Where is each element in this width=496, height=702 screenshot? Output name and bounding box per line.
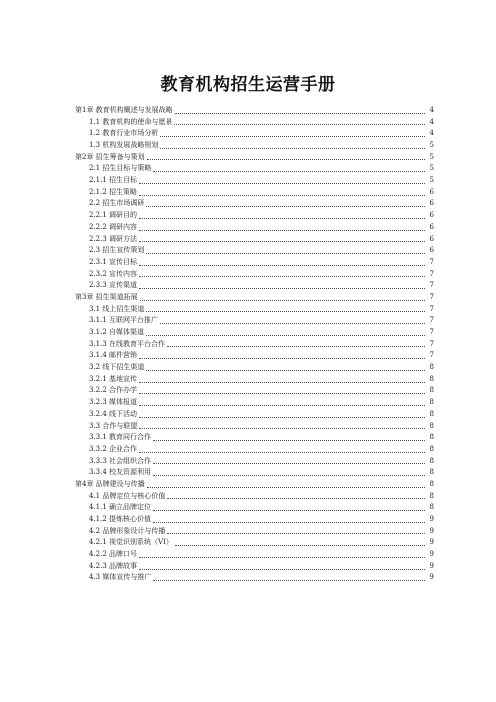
toc-dot-leader	[153, 440, 425, 441]
toc-entry-title: 2.2.1 调研目的	[89, 211, 138, 220]
toc-entry[interactable]	[75, 140, 434, 152]
toc-entry-page-number: 5	[429, 141, 434, 150]
toc-dot-leader	[139, 183, 425, 184]
toc-dot-leader	[139, 569, 425, 570]
toc-entry-page-number: 8	[429, 374, 434, 383]
toc-entry[interactable]	[75, 269, 434, 281]
toc-entry-title: 第2章 招生筹备与策划	[75, 152, 145, 161]
toc-entry-title: 1.3 机构发展战略规划	[89, 141, 159, 150]
toc-entry-title: 3.1 线上招生渠道	[89, 304, 145, 313]
toc-entry-title: 3.3.2 企业合作	[89, 444, 138, 453]
toc-entry[interactable]	[75, 117, 434, 129]
toc-entry[interactable]	[75, 409, 434, 421]
toc-dot-leader	[174, 124, 425, 125]
toc-entry-page-number: 8	[429, 444, 434, 453]
toc-entry-page-number: 6	[429, 199, 434, 208]
toc-entry[interactable]	[75, 456, 434, 468]
toc-dot-leader	[139, 241, 425, 242]
toc-entry-page-number: 8	[429, 479, 434, 488]
toc-entry-title: 2.1.1 招生目标	[89, 176, 138, 185]
toc-dot-leader	[139, 417, 425, 418]
toc-dot-leader	[139, 452, 425, 453]
toc-entry-title: 3.2 线下招生渠道	[89, 363, 145, 372]
toc-entry[interactable]	[75, 105, 434, 117]
toc-dot-leader	[146, 253, 425, 254]
toc-entry-page-number: 6	[429, 211, 434, 220]
toc-entry-page-number: 8	[429, 386, 434, 395]
toc-entry[interactable]	[75, 199, 434, 211]
toc-entry-page-number: 5	[429, 176, 434, 185]
toc-entry[interactable]	[75, 502, 434, 514]
toc-entry[interactable]	[75, 374, 434, 386]
toc-entry-page-number: 4	[429, 105, 434, 114]
toc-entry-page-number: 6	[429, 222, 434, 231]
toc-entry-page-number: 8	[429, 398, 434, 407]
toc-entry[interactable]	[75, 549, 434, 561]
toc-dot-leader	[146, 206, 425, 207]
toc-entry[interactable]	[75, 386, 434, 398]
toc-entry[interactable]	[75, 526, 434, 538]
toc-entry-page-number: 9	[429, 515, 434, 524]
toc-entry[interactable]	[75, 491, 434, 503]
toc-entry[interactable]	[75, 397, 434, 409]
toc-entry[interactable]	[75, 152, 434, 164]
toc-entry[interactable]	[75, 128, 434, 140]
toc-entry-title: 3.3.3 社会组织合作	[89, 456, 152, 465]
toc-entry-page-number: 8	[429, 363, 434, 372]
toc-entry-title: 4.2.1 视觉识别系统（VI）	[89, 538, 173, 547]
toc-entry-page-number: 7	[429, 281, 434, 290]
toc-entry-page-number: 7	[429, 339, 434, 348]
toc-dot-leader	[139, 230, 425, 231]
toc-entry[interactable]	[75, 573, 434, 585]
toc-entry-title: 3.3.1 教育同行合作	[89, 433, 152, 442]
toc-entry-page-number: 4	[429, 129, 434, 138]
toc-entry-title: 4.1.2 提炼核心价值	[89, 515, 152, 524]
toc-entry-title: 3.2.3 媒体报道	[89, 398, 138, 407]
toc-entry-title: 4.2.3 品牌故事	[89, 561, 138, 570]
toc-dot-leader	[139, 195, 425, 196]
toc-dot-leader	[153, 510, 425, 511]
toc-entry[interactable]	[75, 432, 434, 444]
toc-entry-page-number: 9	[429, 538, 434, 547]
toc-entry[interactable]	[75, 234, 434, 246]
toc-dot-leader	[153, 580, 425, 581]
toc-dot-leader	[139, 557, 425, 558]
toc-entry[interactable]	[75, 467, 434, 479]
toc-entry[interactable]	[75, 245, 434, 257]
toc-entry[interactable]	[75, 537, 434, 549]
toc-dot-leader	[139, 218, 425, 219]
toc-entry-title: 第1章 教育机构概述与发展战略	[75, 105, 173, 114]
toc-entry-title: 3.2.1 基地宣传	[89, 374, 138, 383]
toc-entry-page-number: 7	[429, 269, 434, 278]
toc-entry-title: 2.2.3 调研方法	[89, 234, 138, 243]
toc-entry[interactable]	[75, 362, 434, 374]
toc-dot-leader	[167, 346, 425, 347]
toc-entry-title: 3.3.4 校友资源利用	[89, 468, 152, 477]
toc-entry-page-number: 8	[429, 503, 434, 512]
toc-entry-title: 4.3 媒体宣传与推广	[89, 573, 152, 582]
toc-entry-title: 4.2.2 品牌口号	[89, 550, 138, 559]
toc-entry-page-number: 9	[429, 550, 434, 559]
toc-entry-page-number: 7	[429, 292, 434, 301]
toc-entry-page-number: 6	[429, 187, 434, 196]
toc-entry-title: 2.2.2 调研内容	[89, 222, 138, 231]
toc-entry[interactable]	[75, 514, 434, 526]
toc-entry-title: 2.3.1 宣传目标	[89, 257, 138, 266]
toc-entry[interactable]	[75, 292, 434, 304]
toc-entry[interactable]	[75, 175, 434, 187]
toc-entry-page-number: 6	[429, 234, 434, 243]
toc-entry-page-number: 4	[429, 117, 434, 126]
toc-entry-title: 3.2.4 线下活动	[89, 409, 138, 418]
toc-entry[interactable]	[75, 257, 434, 269]
toc-dot-leader	[139, 358, 425, 359]
toc-dot-leader	[139, 393, 425, 394]
toc-entry-title: 2.3 招生宣传策划	[89, 246, 145, 255]
toc-entry-page-number: 7	[429, 257, 434, 266]
toc-dot-leader	[153, 475, 425, 476]
toc-entry-title: 2.3.3 宣传渠道	[89, 281, 138, 290]
table-of-contents	[75, 105, 434, 584]
toc-dot-leader	[153, 171, 425, 172]
toc-entry[interactable]	[75, 350, 434, 362]
toc-entry[interactable]	[75, 479, 434, 491]
toc-dot-leader	[147, 159, 425, 160]
toc-entry-page-number: 8	[429, 409, 434, 418]
toc-entry-page-number: 9	[429, 526, 434, 535]
toc-entry[interactable]	[75, 163, 434, 175]
toc-dot-leader	[146, 311, 425, 312]
toc-dot-leader	[175, 545, 425, 546]
toc-entry-title: 4.2 品牌形象设计与传播	[89, 526, 166, 535]
toc-entry-page-number: 8	[429, 468, 434, 477]
toc-entry-page-number: 5	[429, 152, 434, 161]
toc-entry-page-number: 7	[429, 328, 434, 337]
toc-dot-leader	[160, 323, 425, 324]
document-title: 教育机构招生运营手册	[160, 75, 336, 95]
toc-entry-title: 2.2 招生市场调研	[89, 199, 145, 208]
toc-entry-title: 3.1.3 在线教育平台合作	[89, 339, 166, 348]
toc-entry-page-number: 7	[429, 316, 434, 325]
toc-entry-title: 2.1 招生目标与策略	[89, 164, 152, 173]
toc-entry-page-number: 9	[429, 561, 434, 570]
toc-entry-page-number: 7	[429, 304, 434, 313]
toc-entry-title: 2.1.2 招生策略	[89, 187, 138, 196]
toc-dot-leader	[167, 533, 425, 534]
toc-dot-leader	[140, 300, 425, 301]
toc-entry[interactable]	[75, 561, 434, 573]
toc-dot-leader	[146, 370, 425, 371]
toc-entry-title: 4.1.1 确立品牌定位	[89, 503, 152, 512]
toc-dot-leader	[139, 428, 425, 429]
toc-entry[interactable]	[75, 327, 434, 339]
toc-dot-leader	[175, 113, 425, 114]
toc-entry-title: 3.2.2 合作办学	[89, 386, 138, 395]
toc-entry[interactable]	[75, 222, 434, 234]
toc-dot-leader	[160, 148, 425, 149]
toc-entry[interactable]	[75, 315, 434, 327]
toc-dot-leader	[153, 522, 425, 523]
toc-dot-leader	[167, 498, 425, 499]
toc-entry-title: 3.1.2 自媒体渠道	[89, 328, 145, 337]
toc-entry[interactable]	[75, 421, 434, 433]
toc-dot-leader	[139, 382, 425, 383]
toc-entry[interactable]	[75, 210, 434, 222]
toc-entry-title: 1.1 教育机构的使命与愿景	[89, 117, 173, 126]
toc-entry-page-number: 5	[429, 164, 434, 173]
toc-entry-page-number: 8	[429, 456, 434, 465]
toc-dot-leader	[153, 463, 425, 464]
toc-dot-leader	[139, 265, 425, 266]
toc-entry[interactable]	[75, 339, 434, 351]
toc-dot-leader	[139, 288, 425, 289]
toc-entry[interactable]	[75, 280, 434, 292]
toc-entry-page-number: 8	[429, 433, 434, 442]
toc-dot-leader	[139, 276, 425, 277]
toc-entry-page-number: 7	[429, 351, 434, 360]
toc-entry[interactable]	[75, 304, 434, 316]
toc-entry-title: 3.1.4 邮件营销	[89, 351, 138, 360]
toc-entry-title: 3.3 合作与联盟	[89, 421, 138, 430]
toc-entry[interactable]	[75, 444, 434, 456]
toc-entry-page-number: 8	[429, 491, 434, 500]
toc-entry-title: 1.2 教育行业市场分析	[89, 129, 159, 138]
toc-entry-page-number: 8	[429, 421, 434, 430]
toc-entry-title: 第4章 品牌建设与传播	[75, 479, 145, 488]
toc-dot-leader	[139, 405, 425, 406]
toc-dot-leader	[160, 136, 425, 137]
toc-entry[interactable]	[75, 187, 434, 199]
toc-entry-title: 3.1.1 互联网平台推广	[89, 316, 159, 325]
toc-entry-title: 4.1 品牌定位与核心价值	[89, 491, 166, 500]
toc-dot-leader	[146, 335, 425, 336]
toc-dot-leader	[147, 487, 425, 488]
toc-entry-title: 第3章 招生渠道拓展	[75, 292, 138, 301]
toc-entry-page-number: 6	[429, 246, 434, 255]
toc-entry-title: 2.3.2 宣传内容	[89, 269, 138, 278]
toc-entry-page-number: 9	[429, 573, 434, 582]
